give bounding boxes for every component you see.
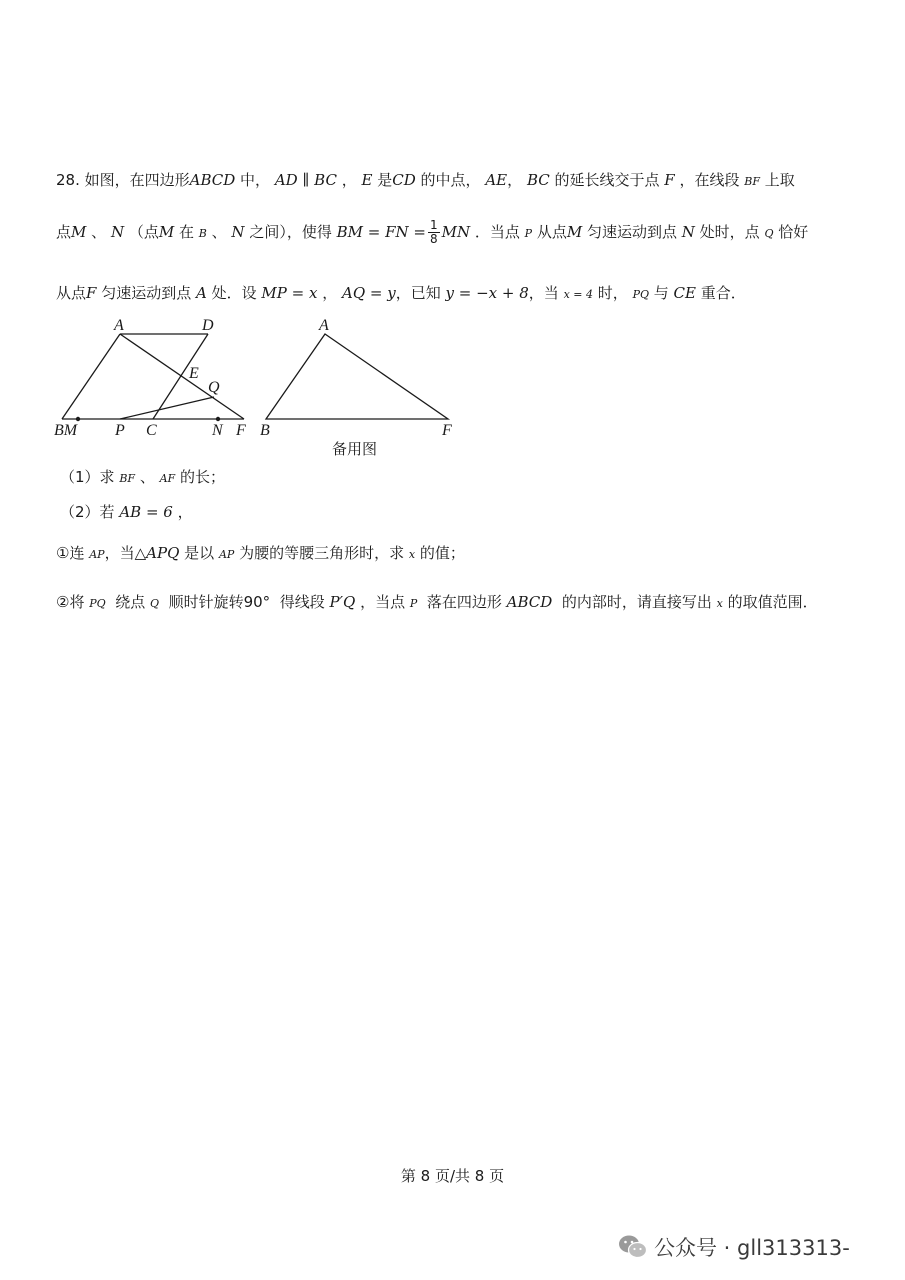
problem-line-3: 从点F 匀速运动到点 A 处．设 MP = x ， AQ = y，已知 y = −x + 8，当 x = 4 时， PQ 与 CE 重合． [56, 284, 746, 302]
segment-ab [62, 334, 120, 419]
triangle-abf [266, 334, 448, 419]
label-f: F [442, 422, 452, 437]
wechat-icon [618, 1234, 648, 1260]
segment-dc [153, 334, 208, 419]
fraction-one-eighth: $\frac{1}{8}$ [429, 218, 438, 246]
point-m-dot [76, 417, 80, 421]
label-n: N [212, 422, 223, 437]
label-b: B [260, 422, 270, 437]
label-e: E [189, 365, 199, 382]
segment-af [120, 334, 244, 419]
label-q: Q [208, 379, 220, 396]
figure-caption: 备用图 [332, 440, 378, 458]
page-footer: 第 8 页/共 8 页 [400, 1167, 505, 1185]
label-d: D [202, 317, 214, 334]
problem-line-1: 28. 如图，在四边形ABCD 中， AD ∥ BC ， E 是CD 的中点， AE， BC 的延长线交于点 F ，在线段 BF 上取 [56, 171, 795, 189]
label-a: A [319, 317, 329, 334]
question-2-part-1: ①连 AP，当△APQ 是以 AP 为腰的等腰三角形时，求 x 的值； [56, 544, 465, 562]
segment-pq [120, 397, 214, 419]
label-a: A [114, 317, 124, 334]
label-bm: BM [54, 422, 78, 437]
label-p: P [115, 422, 125, 437]
watermark-text: 公众号 · gll313313- [654, 1236, 850, 1260]
problem-line-2: 点M 、 N （点M 在 B 、 N 之间），使得 BM = FN = $\frac{1}{8}$ MN ．当点 P 从点M 匀速运动到点 N 处时，点 Q 恰好 [56, 218, 809, 246]
question-2-part-2: ②将 PQ 绕点 Q 顺时针旋转90° 得线段 P′Q ，当点 P 落在四边形 ABCD 的内部时，请直接写出 x 的取值范围． [56, 593, 818, 611]
figure-backup-triangle [252, 312, 462, 437]
label-f: F [236, 422, 246, 437]
label-c: C [146, 422, 157, 437]
question-2: （2）若 AB = 6 ， [60, 503, 193, 521]
question-1: （1）求 BF 、 AF 的长； [60, 468, 225, 486]
point-n-dot [216, 417, 220, 421]
watermark [618, 1232, 850, 1262]
